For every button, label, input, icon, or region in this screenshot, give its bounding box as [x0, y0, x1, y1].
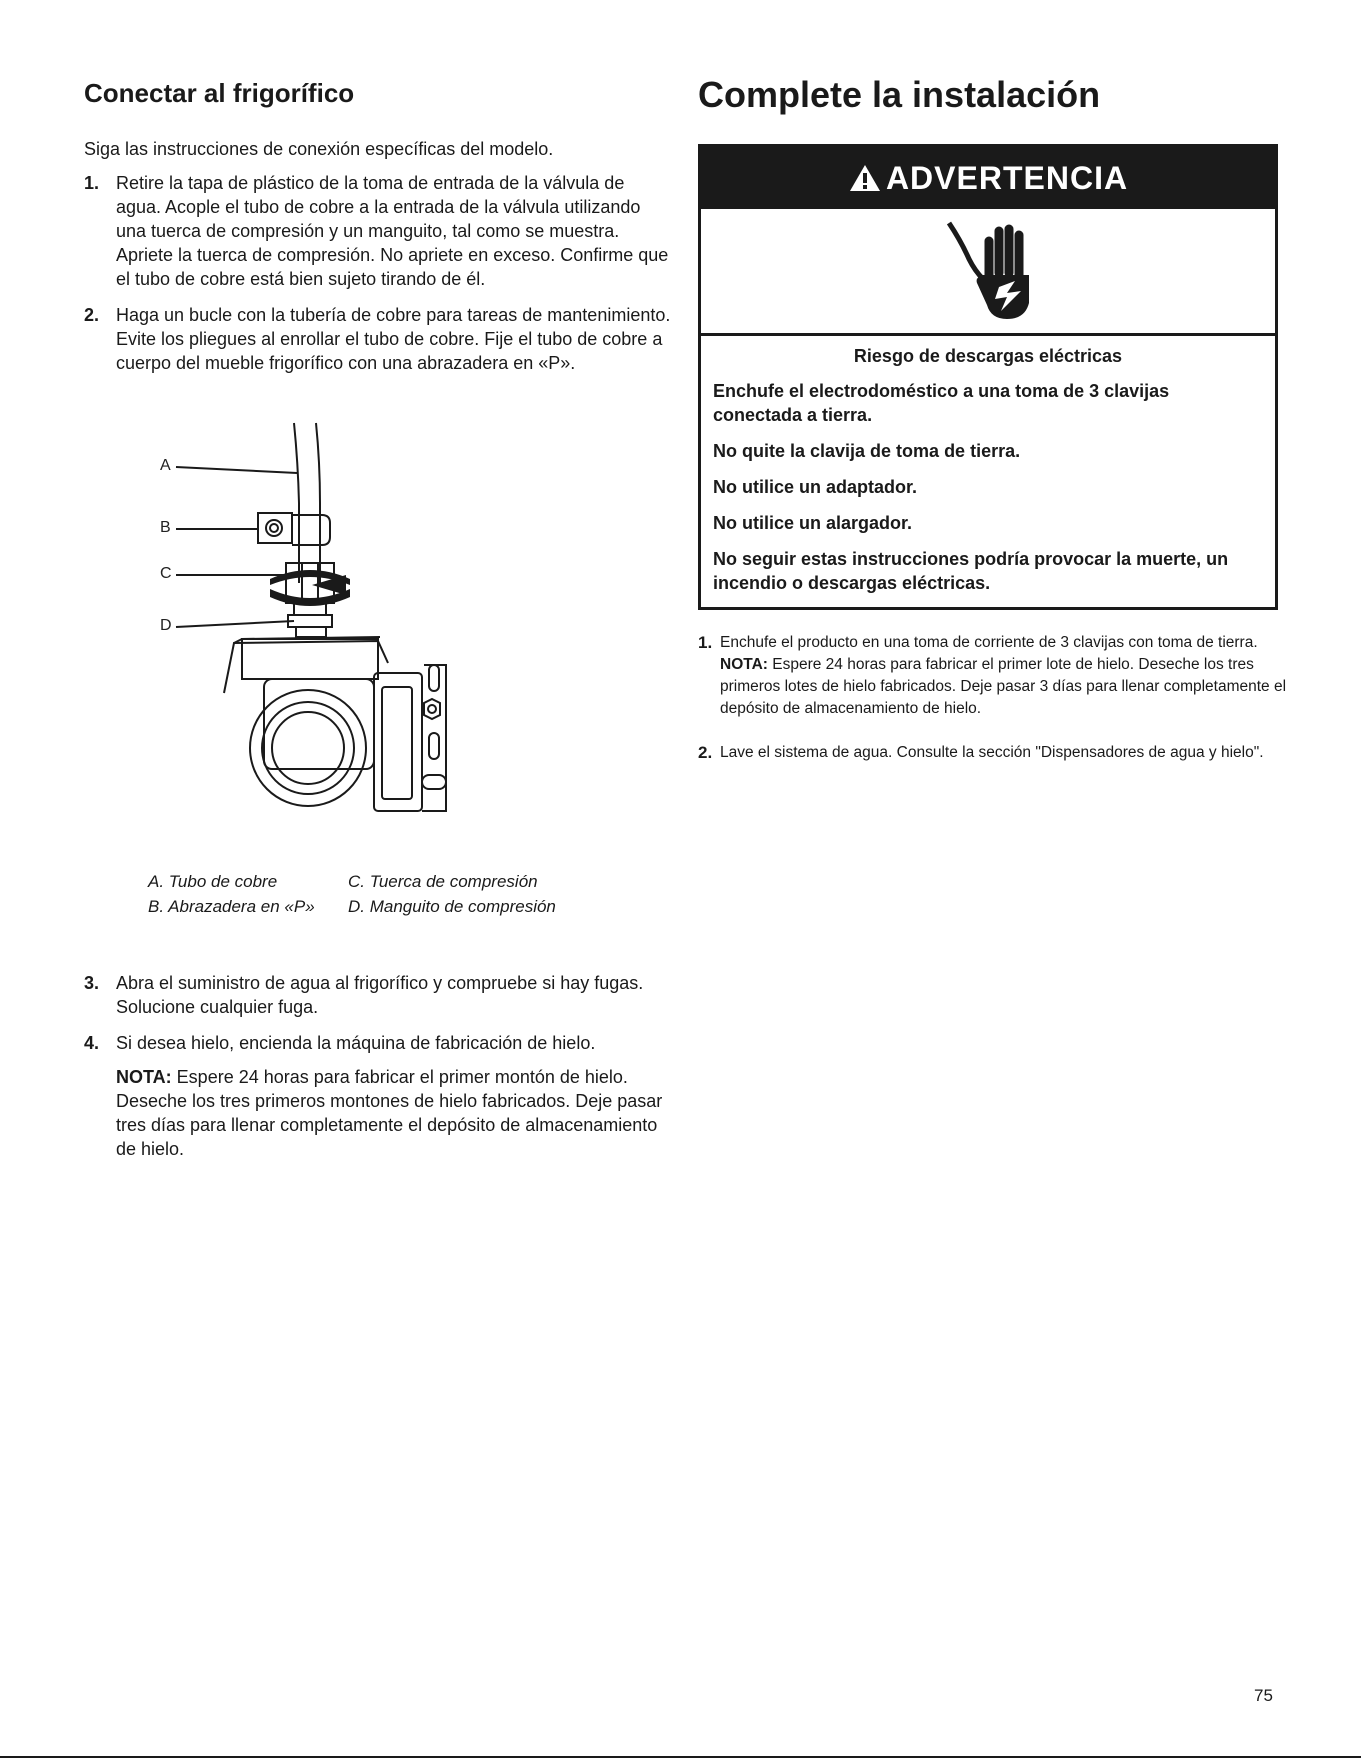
- warning-icon-area: [701, 209, 1275, 336]
- warning-header-text: ADVERTENCIA: [885, 159, 1129, 196]
- step-number: 1.: [698, 633, 713, 652]
- valve-connection-diagram: [84, 403, 604, 863]
- warning-title: Riesgo de descargas eléctricas: [853, 346, 1123, 366]
- step-number: 1.: [84, 173, 100, 193]
- step-text: Haga un bucle con la tubería de cobre para tareas de mantenimiento. Evite los pliegues al enrollar el tubo de cobre. Fije el tubo de cobre a cuerpo del mueble frigorífico con una abrazadera en «P».: [116, 305, 671, 373]
- diagram-label-a: A: [160, 457, 171, 474]
- step-number: 3.: [84, 973, 100, 993]
- right-column: [698, 74, 1288, 786]
- step-2: [84, 303, 674, 375]
- section-heading-complete: Complete la instalación: [698, 74, 1101, 115]
- warning-header: [701, 147, 1275, 209]
- warning-line-1: Enchufe el electrodoméstico a una toma de 3 clavijas conectada a tierra.: [713, 381, 1170, 425]
- section-heading-connect: Conectar al frigorífico: [84, 78, 355, 108]
- warning-body: [701, 336, 1275, 607]
- step-3: [84, 971, 674, 1019]
- step-number: 2.: [698, 743, 713, 762]
- diagram-label-d: D: [160, 617, 172, 634]
- legend-item-d: D. Manguito de compresión: [348, 897, 556, 916]
- step-1: [84, 171, 674, 291]
- legend-item-c: C. Tuerca de compresión: [348, 872, 538, 891]
- bottom-rule: [0, 1756, 1361, 1758]
- step-text: Si desea hielo, encienda la máquina de fabricación de hielo.: [116, 1033, 596, 1053]
- step-text: Lave el sistema de agua. Consulte la sección "Dispensadores de agua y hielo".: [720, 744, 1264, 761]
- page-number: 75: [1254, 1686, 1273, 1705]
- step-note: [116, 1065, 674, 1161]
- warning-box: [698, 144, 1278, 610]
- legend-item-b: B. Abrazadera en «P»: [148, 897, 315, 916]
- legend-item-a: A. Tubo de cobre: [148, 872, 278, 891]
- step-4: [84, 1031, 674, 1161]
- diagram-label-c: C: [160, 565, 172, 582]
- warning-line-4: No utilice un alargador.: [713, 513, 913, 533]
- right-step-2: [698, 742, 1288, 764]
- step-text: Abra el suministro de agua al frigorífico y compruebe si hay fugas. Solucione cualquier fuga.: [116, 973, 644, 1017]
- diagram-legend: [148, 869, 674, 919]
- note-label: NOTA:: [116, 1067, 172, 1087]
- note-text: Espere 24 horas para fabricar el primer montón de hielo. Deseche los tres primeros montones de hielo fabricados. Deje pasar tres días para llenar completamente el depósito de almacenamiento de hielo.: [116, 1067, 663, 1159]
- warning-line-2: No quite la clavija de toma de tierra.: [713, 441, 1021, 461]
- warning-line-3: No utilice un adaptador.: [713, 477, 918, 497]
- steps-bottom: [84, 971, 674, 1161]
- warning-triangle-icon: [848, 163, 882, 193]
- step-note: [720, 654, 1288, 720]
- right-step-1: [698, 632, 1288, 720]
- note-text: Espere 24 horas para fabricar el primer lote de hielo. Deseche los tres primeros lotes de hielo fabricados. Deje pasar 3 días para llenar completamente el depósito de almacenamiento de hielo.: [720, 656, 1287, 717]
- warning-line-5: No seguir estas instrucciones podría provocar la muerte, un incendio o descargas eléctricas.: [713, 549, 1229, 593]
- step-number: 2.: [84, 305, 100, 325]
- left-column: [84, 78, 674, 1173]
- step-text: Enchufe el producto en una toma de corriente de 3 clavijas con toma de tierra.: [720, 634, 1258, 651]
- step-text: Retire la tapa de plástico de la toma de entrada de la válvula de agua. Acople el tubo de cobre a la entrada de la válvula utilizando una tuerca de compresión y un manguito, tal como se muestra. Apriete la tuerca de compresión. No apriete en exceso. Confirme que el tubo de cobre está bien sujeto tirando de él.: [116, 173, 669, 289]
- step-number: 4.: [84, 1033, 100, 1053]
- diagram-label-b: B: [160, 519, 171, 536]
- intro-text: Siga las instrucciones de conexión específicas del modelo.: [84, 139, 554, 159]
- note-label: NOTA:: [720, 656, 768, 673]
- right-steps: [698, 632, 1288, 764]
- electric-shock-hand-icon: [941, 219, 1041, 323]
